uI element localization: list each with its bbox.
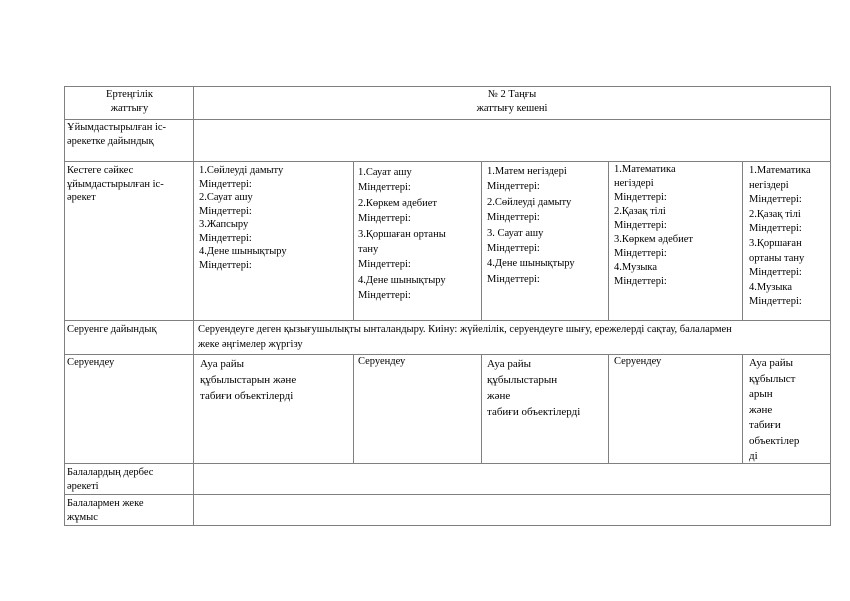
row-label-walk-preparation: Серуенге дайындық (67, 324, 157, 335)
row-label-individual-work: Балалармен жеке жұмыс (67, 498, 144, 523)
grid-line (64, 161, 831, 162)
grid-line (64, 494, 831, 495)
grid-line (353, 354, 354, 464)
walk-day-3: Ауа райы құбылыстарын және табиғи объектілерді (487, 358, 581, 418)
schedule-day-3: 1.Матем негіздері Міндеттері: 2.Сөйлеуді дамыту Міндеттері: 3. Сауат ашу Міндеттері: 4.Дене шынықтыру Міндеттері: (487, 166, 575, 285)
grid-line (481, 161, 482, 321)
header-morning-exercise-label: Ертеңгілік жаттығу (106, 89, 153, 114)
grid-line (193, 86, 194, 526)
row-label-independent-activity: Балалардың дербес әрекеті (67, 467, 154, 492)
schedule-day-2: 1.Сауат ашу Міндеттері: 2.Көркем әдебиет Міндеттері: 3.Қоршаған ортаны тану Міндеттері: 4.Дене шынықтыру Міндеттері: (358, 167, 446, 302)
schedule-day-4: 1.Математика негіздері Міндеттері: 2.Қазақ тілі Міндеттері: 3.Көркем әдебиет Міндеттері: 4.Музыка Міндеттері: (614, 164, 694, 287)
schedule-day-5: 1.Математика негіздері Міндеттері: 2.Қазақ тілі Міндеттері: 3.Қоршаған ортаны тану Міндеттері: 4.Музыка Міндеттері: (749, 165, 811, 308)
grid-line (64, 119, 831, 120)
schedule-day-1: 1.Сөйлеуді дамыту Міндеттері: 2.Сауат ашу Міндеттері: 3.Жапсыру Міндеттері: 4.Дене шынықтыру Міндеттері: (199, 165, 287, 271)
grid-line (353, 161, 354, 321)
grid-line (64, 86, 65, 526)
grid-line (608, 354, 609, 464)
row-label-walk: Серуендеу (67, 357, 115, 368)
grid-line (64, 320, 831, 321)
row-label-schedule: Кестеге сәйкес ұйымдастырылған іс- әрекет (67, 165, 164, 203)
row-label-preparation: Ұйымдастырылған іс- әрекетке дайындық (67, 122, 167, 147)
walk-day-1: Ауа райы құбылыстарын және табиғи объектілерді (200, 358, 297, 402)
grid-line (64, 463, 831, 464)
grid-line (481, 354, 482, 464)
grid-line (742, 354, 743, 464)
grid-line (64, 86, 831, 87)
grid-line (608, 161, 609, 321)
header-exercise-complex-title: № 2 Таңғы жаттығу кешені (476, 89, 548, 114)
grid-line (64, 525, 831, 526)
walk-preparation-text: Серуендеуге деген қызығушылықты ынталандыру. Киіну: жүйелілік, серуендеуге шығу, ережелерді сақтау, балалармен жеке әңгімелер жүргізу (198, 324, 732, 350)
walk-day-5: Ауа райы құбылыст арын және табиғи объектілер ді (749, 357, 800, 462)
walk-day-2: Серуендеу (358, 356, 406, 367)
grid-line (742, 161, 743, 321)
walk-day-4: Серуендеу (614, 356, 662, 367)
